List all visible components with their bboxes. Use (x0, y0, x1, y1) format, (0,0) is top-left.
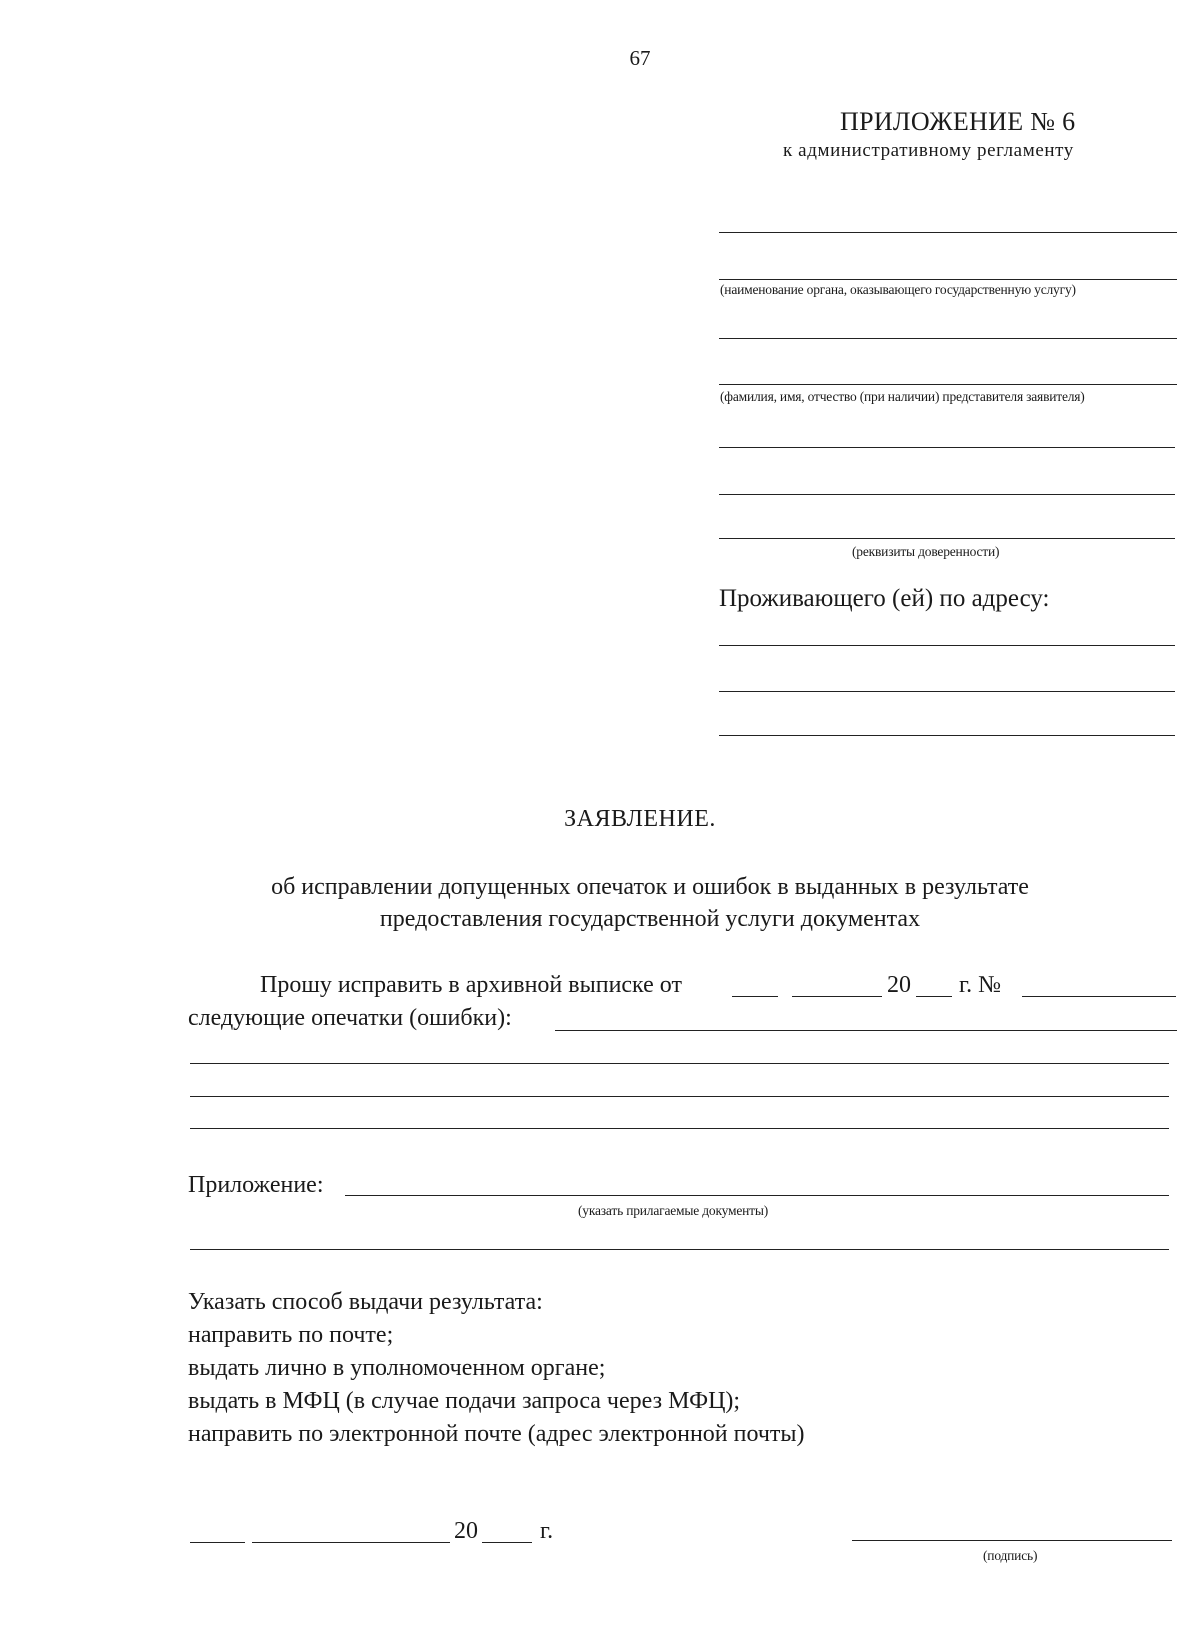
date-month-blank[interactable] (252, 1542, 450, 1543)
appendix-subtitle: к административному регламенту (783, 140, 1074, 161)
date-year-blank[interactable] (482, 1542, 532, 1543)
request-year-suffix: г. № (959, 972, 1002, 998)
attachment-line-2[interactable] (190, 1249, 1169, 1250)
power-of-attorney-caption: (реквизиты доверенности) (852, 544, 1000, 559)
power-of-attorney-line-1[interactable] (719, 447, 1175, 448)
errors-line-2[interactable] (190, 1063, 1169, 1064)
representative-caption: (фамилия, имя, отчество (при наличии) представителя заявителя) (720, 389, 1085, 404)
errors-line-1[interactable] (555, 1030, 1177, 1031)
request-month-blank[interactable] (792, 996, 882, 997)
delivery-option-post[interactable]: направить по почте; (188, 1322, 394, 1348)
representative-line-2[interactable] (719, 384, 1177, 385)
request-number-blank[interactable] (1022, 996, 1176, 997)
errors-label: следующие опечатки (ошибки): (188, 1005, 512, 1031)
page-number: 67 (629, 46, 651, 70)
address-line-1[interactable] (719, 645, 1175, 646)
organ-caption: (наименование органа, оказывающего государственную услугу) (720, 282, 1076, 297)
representative-line-1[interactable] (719, 338, 1177, 339)
delivery-heading: Указать способ выдачи результата: (188, 1289, 543, 1315)
attachment-line-1[interactable] (345, 1195, 1169, 1196)
power-of-attorney-line-2[interactable] (719, 494, 1175, 495)
power-of-attorney-line-3[interactable] (719, 538, 1175, 539)
address-line-2[interactable] (719, 691, 1175, 692)
attachment-label: Приложение: (188, 1172, 324, 1198)
signature-caption: (подпись) (983, 1548, 1038, 1563)
errors-line-3[interactable] (190, 1096, 1169, 1097)
address-label: Проживающего (ей) по адресу: (719, 585, 1050, 612)
date-day-blank[interactable] (190, 1542, 245, 1543)
signature-line[interactable] (852, 1540, 1172, 1541)
delivery-option-mfc[interactable]: выдать в МФЦ (в случае подачи запроса через МФЦ); (188, 1388, 741, 1414)
delivery-option-email[interactable]: направить по электронной почте (адрес электронной почты) (188, 1421, 805, 1447)
request-prefix: Прошу исправить в архивной выписке от (260, 972, 682, 998)
document-subtitle-line-2: предоставления государственной услуги документах (379, 906, 921, 932)
address-line-3[interactable] (719, 735, 1175, 736)
request-year-blank[interactable] (916, 996, 952, 997)
organ-line-2[interactable] (719, 279, 1177, 280)
document-subtitle-line-1: об исправлении допущенных опечаток и ошибок в выданных в результате (271, 874, 1029, 900)
request-day-blank[interactable] (732, 996, 778, 997)
request-year-prefix: 20 (887, 972, 911, 998)
document-title: ЗАЯВЛЕНИЕ. (564, 806, 716, 832)
date-year-suffix: г. (540, 1518, 554, 1544)
date-year-prefix: 20 (454, 1518, 478, 1544)
attachment-caption: (указать прилагаемые документы) (578, 1203, 769, 1218)
organ-line-1[interactable] (719, 232, 1177, 233)
appendix-title: ПРИЛОЖЕНИЕ № 6 (840, 107, 1076, 136)
errors-line-4[interactable] (190, 1128, 1169, 1129)
delivery-option-in-person[interactable]: выдать лично в уполномоченном органе; (188, 1355, 606, 1381)
